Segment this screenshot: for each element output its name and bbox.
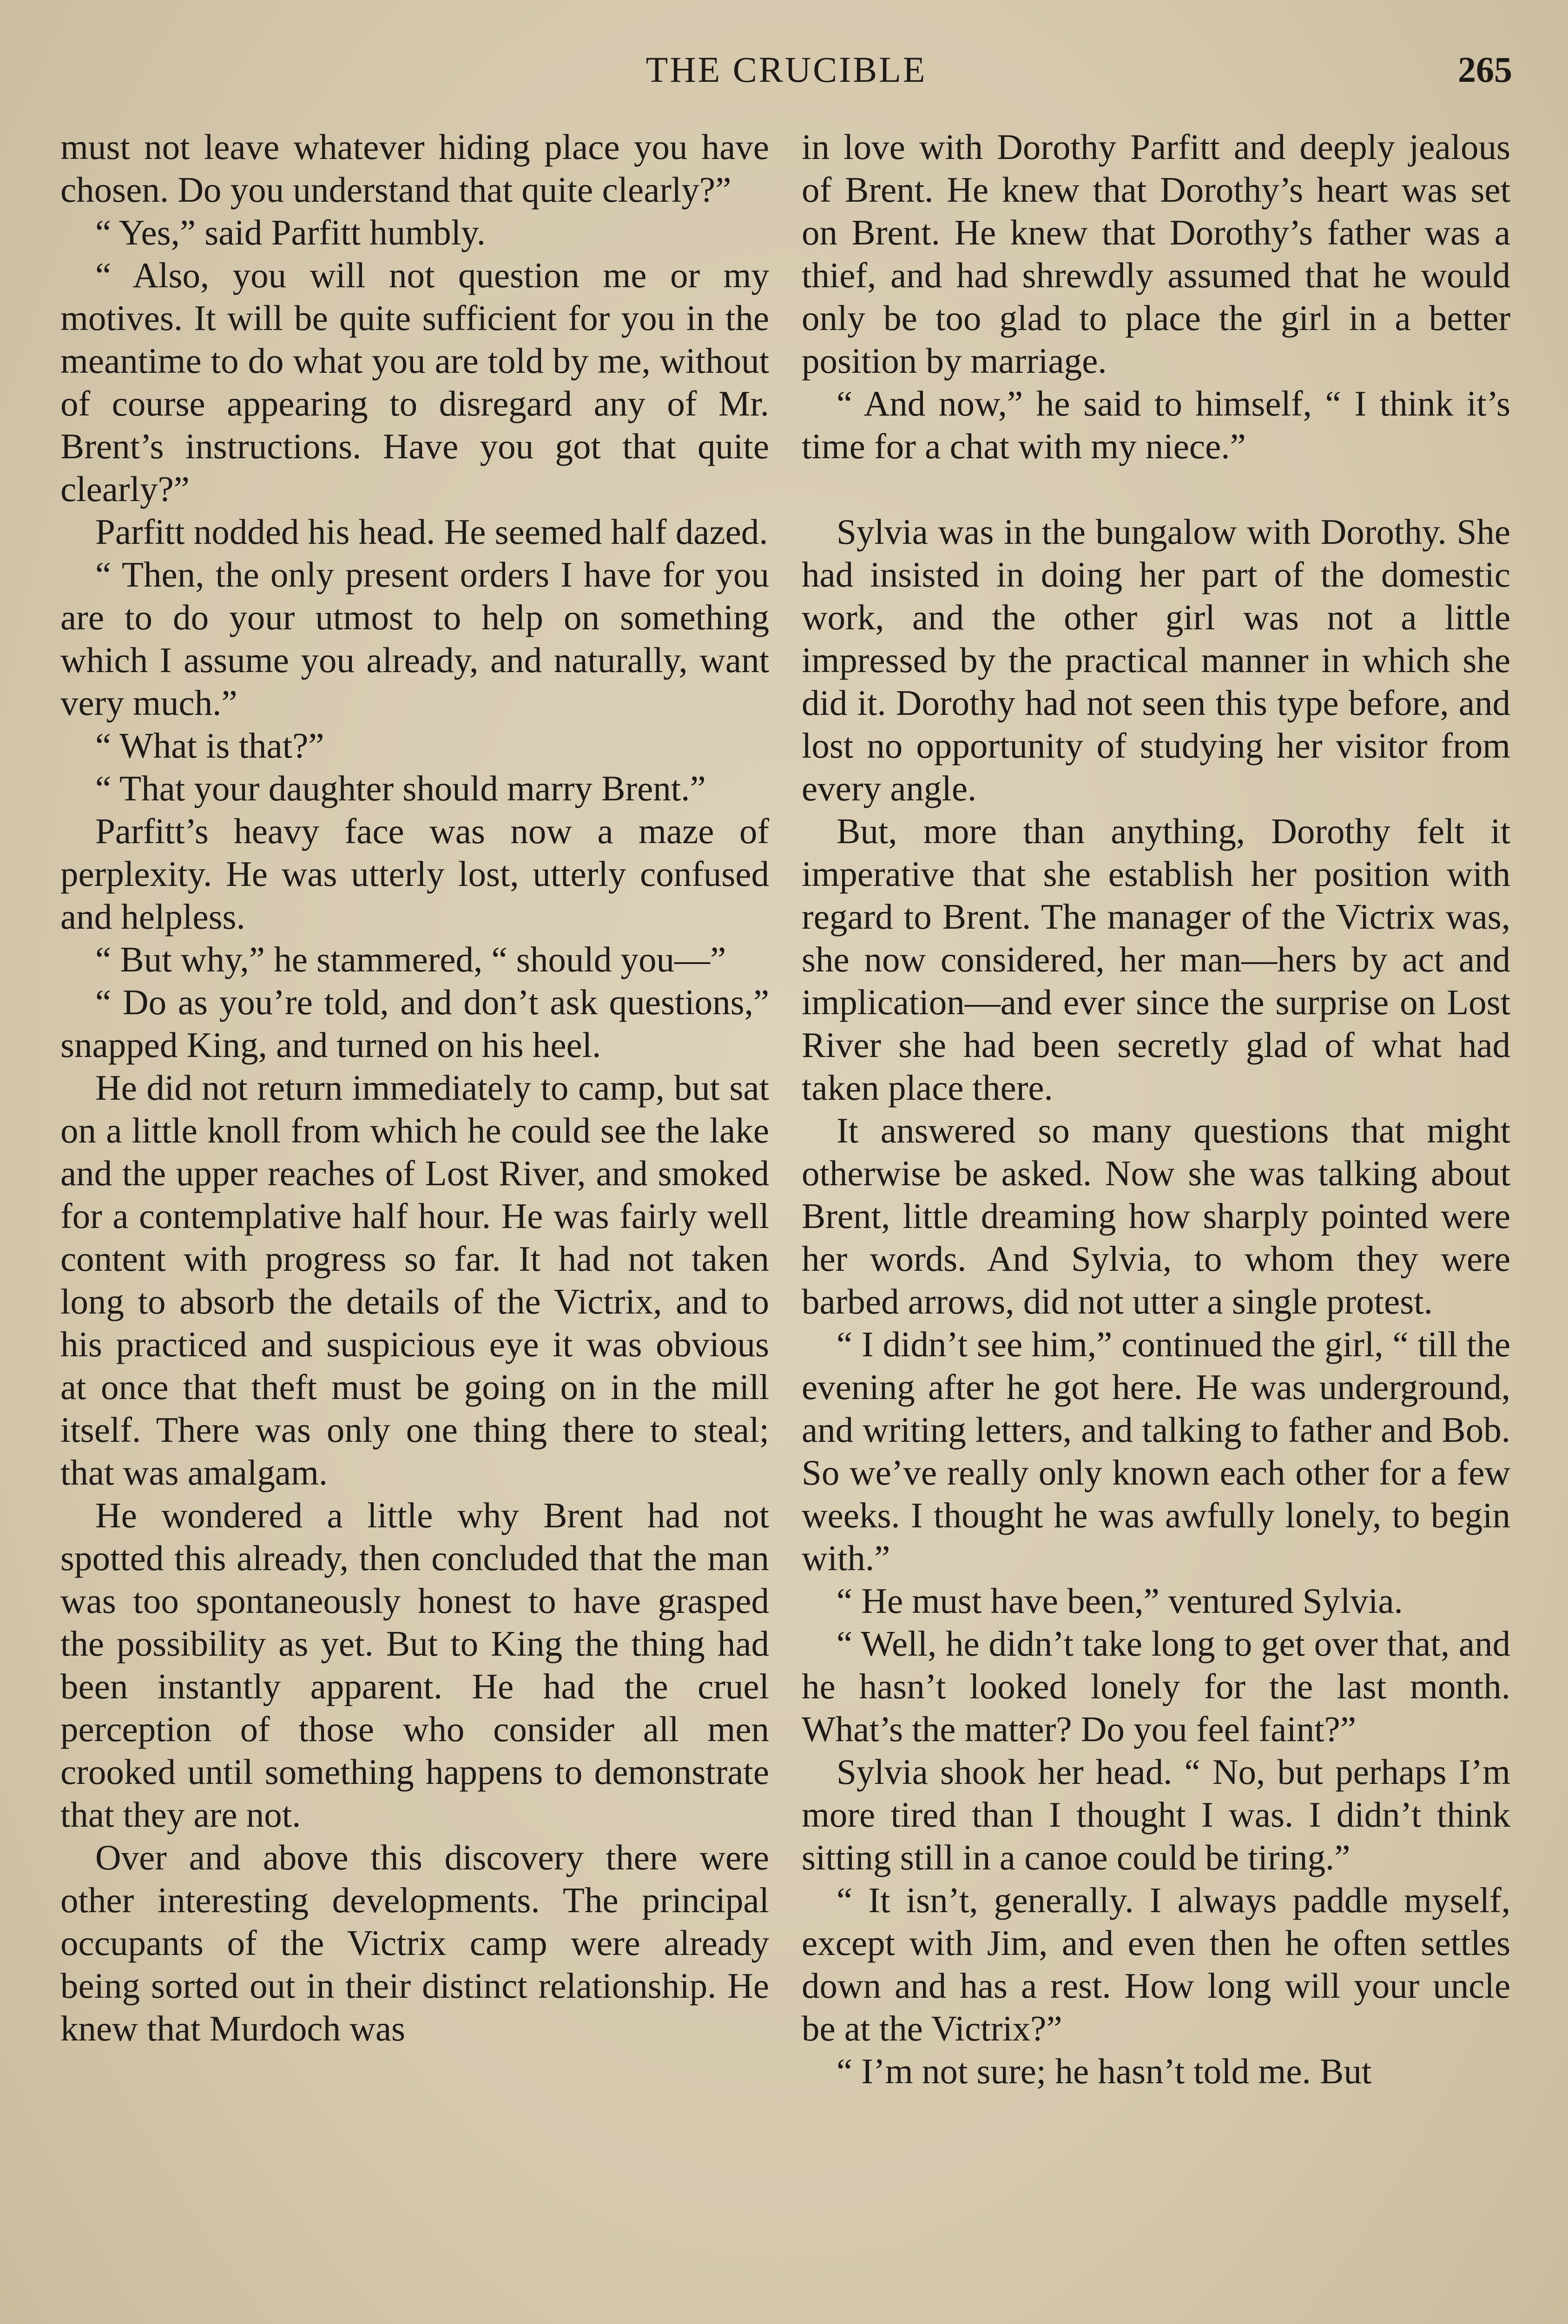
paragraph: He wondered a little why Brent had not spotted this already, then concluded that the man was too spontaneously honest to have grasped the possibility as yet. But to King the thing had been instantly apparent. He had the cruel perception of those who consider all men crooked until something happens to demonstrate that they are not.	[60, 1495, 769, 1835]
paragraph: He did not return immediately to camp, but sat on a little knoll from which he could see the lake and the upper reaches of Lost River, and smoked for a contemplative half hour. He was fairly well content with progress so far. It had not taken long to absorb the details of the Victrix, and to his practiced and suspicious eye it was obvious at once that theft must be going on in the mill itself. There was only one thing there to steal; that was amalgam.	[60, 1068, 769, 1492]
paragraph: “ But why,” he stammered, “ should you—”	[95, 939, 726, 979]
paragraph: “ Yes,” said Parfitt humbly.	[95, 212, 486, 252]
paragraph: Sylvia shook her head. “ No, but perhaps I’m more tired than I thought I was. I didn’t think sitting still in a canoe could be tiring.”	[802, 1752, 1510, 1877]
paragraph: “ Do as you’re told, and don’t ask questions,” snapped King, and turned on his heel.	[60, 982, 769, 1065]
paragraph: “ And now,” he said to himself, “ I think it’s time for a chat with my niece.”	[802, 383, 1510, 466]
paragraph: must not leave whatever hiding place you have chosen. Do you understand that quite clearly?”	[60, 127, 769, 210]
paragraph: “ It isn’t, generally. I always paddle myself, except with Jim, and even then he often settles down and has a rest. How long will your uncle be at the Victrix?”	[802, 1880, 1510, 2048]
paragraph: Sylvia was in the bungalow with Dorothy. She had insisted in doing her part of the domestic work, and the other girl was not a little impressed by the practical manner in which she did it. Dorothy had not seen this type before, and lost no opportunity of studying her visitor from every angle.	[802, 512, 1510, 808]
left-text-column	[60, 125, 769, 2324]
paragraph: But, more than anything, Dorothy felt it imperative that she establish her position with regard to Brent. The manager of the Victrix was, she now considered, her man—hers by act and implication—and ever since the surprise on Lost River she had been secretly glad of what had taken place there.	[802, 811, 1510, 1108]
paragraph: “ That your daughter should marry Brent.”	[95, 768, 706, 808]
paragraph: “ I didn’t see him,” continued the girl, “ till the evening after he got here. He was underground, and writing letters, and talking to father and Bob. So we’ve really only known each other for a few weeks. I thought he was awfully lonely, to begin with.”	[802, 1324, 1510, 1578]
page-number: 265	[1458, 49, 1512, 90]
paragraph: “ What is that?”	[95, 726, 324, 766]
paragraph: “ He must have been,” ventured Sylvia.	[837, 1581, 1403, 1621]
paragraph: in love with Dorothy Parfitt and deeply jealous of Brent. He knew that Dorothy’s heart was set on Brent. He knew that Dorothy’s father was a thief, and had shrewdly assumed that he would only be too glad to place the girl in a better position by marriage.	[802, 127, 1510, 381]
paragraph: Parfitt nodded his head. He seemed half dazed.	[95, 512, 768, 552]
paragraph: It answered so many questions that might otherwise be asked. Now she was talking about Brent, little dreaming how sharply pointed were her words. And Sylvia, to whom they were barbed arrows, did not utter a single protest.	[802, 1110, 1510, 1321]
paragraph: “ Also, you will not question me or my motives. It will be quite sufficient for you in the meantime to do what you are told by me, without of course appearing to disregard any of Mr. Brent’s instructions. Have you got that quite clearly?”	[60, 255, 769, 509]
page-header	[60, 44, 1512, 95]
paragraph: Over and above this discovery there were other interesting developments. The principal occupants of the Victrix camp were already being sorted out in their distinct relationship. He knew that Murdoch was	[60, 1837, 769, 2048]
paragraph: “ Well, he didn’t take long to get over that, and he hasn’t looked lonely for the last month. What’s the matter? Do you feel faint?”	[802, 1624, 1510, 1749]
right-text-column	[802, 125, 1510, 2324]
paragraph: “ Then, the only present orders I have for you are to do your utmost to help on something which I assume you already, and naturally, want very much.”	[60, 555, 769, 723]
running-title: THE CRUCIBLE	[646, 49, 927, 90]
paragraph: Parfitt’s heavy face was now a maze of perplexity. He was utterly lost, utterly confused and helpless.	[60, 811, 769, 937]
paragraph: “ I’m not sure; he hasn’t told me. But	[837, 2051, 1372, 2091]
